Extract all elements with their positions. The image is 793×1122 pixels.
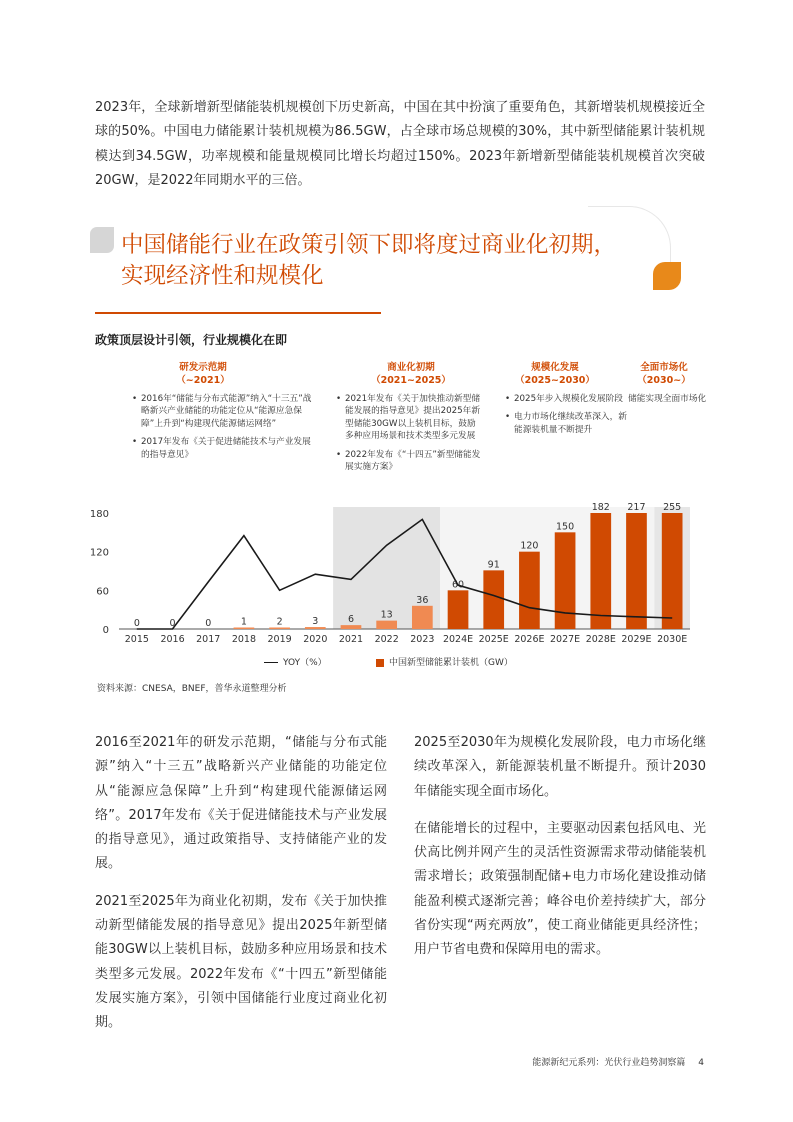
bar (234, 628, 255, 630)
y-tick-label: 0 (102, 625, 109, 636)
stage-name: 全面市场化 (640, 362, 688, 373)
body-paragraph: 2025至2030年为规模化发展阶段，电力市场化继续改革深入，新能源装机量不断提升。预计2030年储能实现全面市场化。 (414, 735, 706, 799)
x-tick-label: 2015 (124, 634, 149, 645)
section-heading-line-1: 中国储能行业在政策引领下即将度过商业化初期， (121, 232, 617, 258)
x-tick-label: 2016 (160, 634, 185, 645)
legend-item-capacity (376, 655, 513, 668)
bar-value-label: 182 (591, 502, 610, 513)
legend-item-yoy (264, 655, 327, 668)
stage-bullet: • 电力市场化继续改革深入，新能源装机量不断提升 (505, 411, 635, 436)
stage-period: （2030~） (637, 375, 691, 386)
x-tick-label: 2023 (410, 634, 435, 645)
x-tick-label: 2024E (442, 634, 474, 645)
bar (448, 590, 469, 629)
bar-value-label: 60 (451, 579, 465, 591)
footer-series-title: 能源新纪元系列：光伏行业趋势洞察篇 (532, 1058, 686, 1068)
legend-line-swatch (264, 662, 278, 664)
body-paragraph: 在储能增长的过程中，主要驱动因素包括风电、光伏高比例并网产生的灵活性资源需求带动储能装机需求增长；政策强制配储+电力市场化建设推动储能盈利模式逐渐完善；峰谷电价差持续扩大，部分省份实现“两充两放”，使工商业储能更具经济性；用户节省电费和保障用电的需求。 (414, 820, 706, 958)
footer (532, 1055, 704, 1068)
body-paragraph: 2021至2025年为商业化初期，发布《关于加快推动新型储能发展的指导意见》提出2025年新型储能30GW以上装机目标，鼓励多种应用场景和技术类型多元发展。2022年发布《“十四五”新型储能发展实施方案》，引领中国储能行业度过商业化初期。 (95, 893, 387, 1031)
bar-value-label: 150 (556, 521, 575, 533)
stage-period: （~2021） (176, 375, 230, 386)
x-tick-label: 2018 (231, 634, 256, 645)
x-tick-label: 2019 (267, 634, 292, 645)
bar-value-label: 1 (240, 616, 247, 628)
stage-period: （2021~2025） (371, 375, 451, 386)
figure-subtitle: 政策顶层设计引领，行业规模化在即 (95, 333, 288, 347)
bar-value-label: 0 (205, 618, 212, 629)
bar-value-label: 36 (416, 594, 429, 606)
y-tick-label: 180 (89, 509, 109, 520)
bar (341, 625, 362, 629)
bar (483, 570, 504, 629)
bar-value-label: 255 (663, 502, 682, 513)
page-number: 4 (698, 1058, 704, 1068)
source-note: 资料来源：CNESA，BNEF，普华永道整理分析 (97, 684, 287, 694)
stage-bullet: • 2017年发布《关于促进储能技术与产业发展的指导意见》 (132, 436, 312, 461)
bar (555, 532, 576, 629)
x-tick-label: 2027E (550, 634, 581, 645)
bar (519, 552, 540, 629)
legend-label: YOY（%） (283, 658, 327, 668)
stage-bullet: 储能实现全面市场化 (628, 394, 707, 404)
legend-label: 中国新型储能累计装机（GW） (389, 658, 513, 668)
bar-value-label: 3 (312, 616, 319, 628)
stage-name: 研发示范期 (179, 362, 227, 373)
bar-value-label: 13 (380, 609, 393, 621)
bar (305, 627, 326, 629)
bar-value-label: 2 (276, 616, 283, 628)
section-heading-line-2: 实现经济性和规模化 (121, 263, 324, 289)
intro-paragraph: 2023年，全球新增新型储能装机规模创下历史新高，中国在其中扮演了重要角色，其新增装机规模接近全球的50%。中国电力储能累计装机规模为86.5GW，占全球市场总规模的30%，其中新型储能累计装机规模达到34.5GW，功率规模和能量规模同比增长均超过150%。2023年新增新型储能装机规模首次突破20GW，是2022年同期水平的三倍。 (95, 100, 705, 188)
bar (590, 513, 611, 629)
stage-bullet: • 2016年“储能与分布式能源”纳入“十三五”战略新兴产业储能的功能定位从“能源应急保障”上升到“构建现代能源储运网络” (132, 393, 312, 430)
stage-bullet: • 2022年发布《“十四五”新型储能发展实施方案》 (336, 449, 484, 474)
legend-bar-swatch (376, 659, 384, 667)
right-column (414, 731, 706, 976)
bar-value-label: 217 (627, 502, 646, 513)
bar (662, 513, 683, 629)
bar (269, 628, 290, 630)
y-tick-label: 60 (96, 586, 109, 598)
stage-period: （2025~2030） (515, 375, 595, 386)
bar-value-label: 91 (487, 559, 500, 571)
bar-value-label: 0 (133, 618, 140, 629)
stage-name: 商业化初期 (387, 362, 435, 373)
x-tick-label: 2025E (478, 634, 509, 645)
left-column (95, 731, 387, 1049)
stage-name: 规模化发展 (531, 362, 579, 373)
bar (412, 606, 433, 629)
stage-bullet: • 2021年发布《关于加快推动新型储能发展的指导意见》提出2025年新型储能30GW以上装机目标，鼓励多种应用场景和技术类型多元发展 (336, 393, 484, 443)
x-tick-label: 2022 (374, 634, 399, 645)
x-tick-label: 2028E (585, 634, 616, 645)
x-tick-label: 2030E (657, 634, 688, 645)
bar-value-label: 0 (169, 618, 176, 629)
bar-value-label: 6 (347, 614, 354, 626)
x-tick-label: 2020 (303, 634, 328, 645)
bar (626, 513, 647, 629)
x-tick-label: 2026E (514, 634, 545, 645)
y-tick-label: 120 (89, 547, 109, 559)
stage-bullet: • 2025年步入规模化发展阶段 (505, 393, 635, 405)
bar-value-label: 120 (520, 540, 539, 552)
bar (376, 621, 397, 629)
body-paragraph: 2016至2021年的研发示范期，“储能与分布式能源”纳入“十三五”战略新兴产业储能的功能定位从“能源应急保障”上升到“构建现代能源储运网络”。2017年发布《关于促进储能技术与产业发展的指导意见》，通过政策指导、支持储能产业的发展。 (95, 735, 387, 872)
x-tick-label: 2021 (338, 634, 364, 645)
x-tick-label: 2029E (621, 634, 652, 645)
x-tick-label: 2017 (196, 634, 221, 645)
